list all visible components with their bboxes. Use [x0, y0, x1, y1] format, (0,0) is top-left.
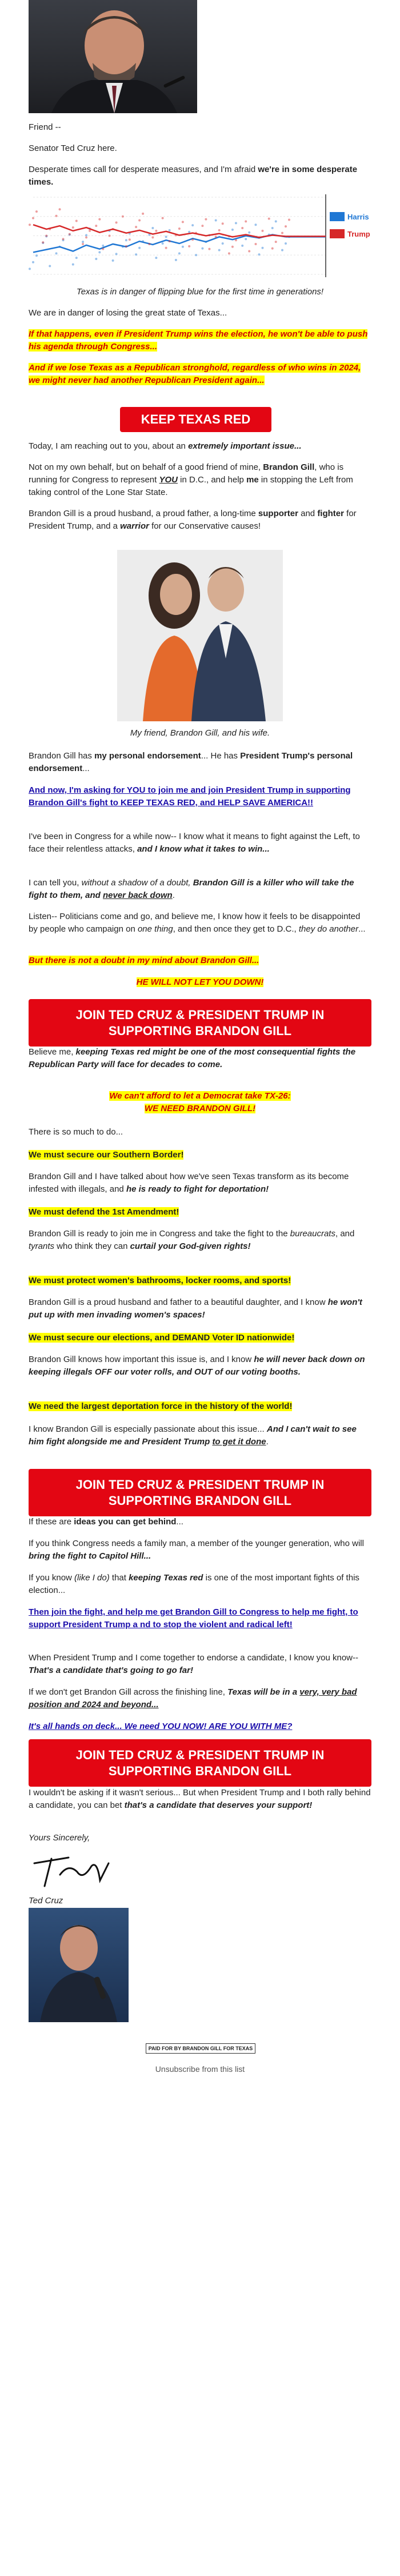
- chart-poll-point: [162, 217, 164, 219]
- chart-poll-point: [169, 240, 171, 242]
- desperate-text: Desperate times call for desperate measures, and I'm afraid we're in some desperate times.: [29, 165, 358, 187]
- chart-poll-point: [165, 235, 167, 238]
- chart-poll-point: [281, 232, 283, 234]
- chart-poll-point: [258, 253, 260, 255]
- chart-poll-point: [188, 231, 190, 233]
- chart-poll-point: [89, 230, 91, 232]
- chart-poll-point: [45, 235, 47, 237]
- polling-chart: [29, 189, 371, 283]
- chart-poll-point: [248, 250, 250, 253]
- highlight-no-doubt: But there is not a doubt in my mind about Brandon Gill...: [29, 956, 259, 965]
- chart-poll-point: [29, 267, 31, 270]
- border-text: Brandon Gill and I have talked about how we've seen Texas transform as its become infested with illegals, and he is ready to fight for deportation!: [29, 1172, 349, 1194]
- chart-poll-point: [55, 252, 58, 254]
- chart-poll-point: [231, 229, 234, 231]
- chart-poll-point: [182, 246, 184, 248]
- so-much-text: There is so much to do...: [29, 1127, 123, 1137]
- on-behalf-text: Not on my own behalf, but on behalf of a good friend of mine, Brandon Gill, who is running for Congress to represent YOU in D.C., and help me in stopping the Left from taking control of the Lone Star State.: [29, 462, 353, 497]
- chart-poll-point: [261, 230, 263, 232]
- believe-text: Believe me, keeping Texas red might be one of the most consequential fights the Republican Party will face for decades to come.: [29, 1047, 356, 1069]
- paid-for-disclaimer: PAID FOR BY BRANDON GILL FOR TEXAS: [146, 2043, 255, 2054]
- chart-poll-point: [208, 248, 210, 250]
- chart-poll-point: [215, 235, 217, 238]
- chart-poll-point: [95, 225, 97, 227]
- intro-text: Senator Ted Cruz here.: [29, 143, 117, 153]
- chart-poll-point: [72, 226, 74, 229]
- chart-poll-point: [69, 233, 71, 235]
- chart-poll-point: [102, 245, 104, 247]
- keeping-texas-red-text: If you know (like I do) that keeping Texas red is one of the most important fights of this election...: [29, 1573, 359, 1595]
- endorse-candidate-text: When President Trump and I come together to endorse a candidate, I know you know-- That's a candidate that's going to go far!: [29, 1653, 358, 1675]
- chart-poll-point: [162, 242, 164, 245]
- chart-poll-point: [241, 245, 243, 247]
- chart-poll-point: [191, 238, 194, 241]
- chart-poll-point: [125, 239, 127, 241]
- chart-poll-point: [169, 229, 171, 231]
- chart-poll-point: [151, 227, 154, 229]
- chart-poll-point: [142, 213, 144, 215]
- chart-poll-point: [155, 257, 157, 259]
- chart-poll-point: [49, 265, 51, 267]
- greeting: Friend --: [29, 122, 61, 132]
- chart-poll-point: [218, 229, 221, 231]
- family-man-text: If you think Congress needs a family man, a member of the younger generation, who will bring the fight to Capitol Hill...: [29, 1539, 364, 1561]
- chart-poll-point: [261, 247, 263, 249]
- chart-poll-point: [102, 248, 104, 250]
- chart-poll-point: [285, 225, 287, 227]
- chart-poll-point: [42, 241, 44, 243]
- chart-poll-point: [72, 263, 74, 266]
- proud-husband-text: Brandon Gill is a proud husband, a proud father, a long-time supporter and fighter for President Trump, and a warrior for our Conservative causes!: [29, 509, 357, 531]
- chart-poll-point: [248, 231, 250, 234]
- chart-poll-point: [112, 259, 114, 262]
- join-button-3[interactable]: JOIN TED CRUZ & PRESIDENT TRUMP IN SUPPORTING BRANDON GILL: [29, 1739, 371, 1787]
- chart-poll-point: [98, 251, 101, 253]
- chart-poll-point: [129, 238, 131, 241]
- chart-poll-point: [82, 241, 84, 243]
- endorsement-text: Brandon Gill has my personal endorsement... He has President Trump's personal endorsement...: [29, 751, 353, 773]
- chart-poll-point: [205, 218, 207, 221]
- legend-swatch-harris: [330, 212, 345, 221]
- chart-poll-point: [82, 243, 84, 245]
- chart-poll-point: [125, 245, 127, 247]
- chart-poll-point: [148, 243, 150, 245]
- chart-poll-point: [222, 222, 224, 225]
- chart-poll-point: [35, 254, 38, 257]
- chart-poll-point: [235, 222, 237, 224]
- chart-poll-point: [288, 219, 290, 221]
- chart-poll-point: [275, 241, 277, 243]
- chart-poll-point: [98, 218, 101, 221]
- chart-poll-point: [285, 242, 287, 245]
- chart-poll-point: [222, 242, 224, 245]
- amendment-text: Brandon Gill is ready to join me in Congress and take the fight to the bureaucrats, and tyrants who think they can curtail your God-given rights!: [29, 1229, 355, 1251]
- chart-poll-point: [135, 253, 137, 255]
- signer-name: Ted Cruz: [29, 1896, 63, 1906]
- chart-poll-point: [182, 221, 184, 223]
- chart-poll-point: [175, 259, 177, 261]
- chart-poll-point: [55, 215, 58, 217]
- chart-poll-point: [85, 234, 87, 237]
- sign-off: Yours Sincerely,: [29, 1833, 90, 1843]
- chart-poll-point: [109, 235, 111, 237]
- chart-poll-point: [151, 236, 154, 238]
- chart-poll-point: [178, 252, 181, 254]
- chart-poll-point: [85, 236, 87, 238]
- chart-poll-point: [75, 257, 78, 259]
- ted-cruz-speaking-photo: [29, 1908, 129, 2022]
- chart-caption: Texas is in danger of flipping blue for the first time in generations!: [76, 287, 324, 297]
- womens-spaces-text: Brandon Gill is a proud husband and father to a beautiful daughter, and I know he won't put up with men invading women's spaces!: [29, 1297, 362, 1320]
- chart-poll-point: [59, 208, 61, 210]
- chart-poll-point: [188, 245, 190, 247]
- chart-poll-point: [29, 223, 31, 226]
- voter-id-text: Brandon Gill knows how important this issue is, and I know he will never back down on keeping illegals OFF our voter rolls, and OUT of our voting booths.: [29, 1355, 365, 1377]
- join-button-1[interactable]: JOIN TED CRUZ & PRESIDENT TRUMP IN SUPPORTING BRANDON GILL: [29, 999, 371, 1047]
- chart-poll-point: [95, 258, 97, 260]
- politicians-text: Listen-- Politicians come and go, and believe me, I know how it feels to be disappointed by people who campaign on one thing, and then once they get to D.C., they do another...: [29, 912, 366, 934]
- passionate-text: I know Brandon Gill is especially passionate about this issue... And I can't wait to see him fight alongside me and President Trump to get it done.: [29, 1424, 357, 1447]
- chart-poll-point: [165, 247, 167, 249]
- chart-poll-point: [245, 220, 247, 222]
- join-button-2[interactable]: JOIN TED CRUZ & PRESIDENT TRUMP IN SUPPORTING BRANDON GILL: [29, 1469, 371, 1516]
- chart-poll-point: [231, 246, 234, 248]
- chart-poll-point: [135, 226, 137, 228]
- chart-poll-point: [122, 215, 124, 218]
- legend-swatch-trump: [330, 229, 345, 238]
- highlight-push-agenda: If that happens, even if President Trump wins the election, he won't be able to push his agenda through Congress...: [29, 329, 368, 352]
- keep-texas-red-button[interactable]: KEEP TEXAS RED: [120, 407, 271, 432]
- chart-poll-point: [201, 247, 203, 250]
- chart-poll-point: [75, 219, 78, 222]
- chart-series-line-harris: [33, 235, 286, 253]
- chart-poll-point: [271, 247, 274, 250]
- highlight-womens-spaces: We must protect women's bathrooms, locker rooms, and sports!: [29, 1276, 291, 1285]
- chart-poll-point: [254, 243, 257, 245]
- highlight-voter-id: We must secure our elections, and DEMAND Voter ID nationwide!: [29, 1333, 295, 1343]
- chart-poll-point: [281, 249, 283, 251]
- reaching-out-text: Today, I am reaching out to you, about an extremely important issue...: [29, 441, 302, 451]
- chart-poll-point: [241, 227, 243, 229]
- join-fight-link[interactable]: Then join the fight, and help me get Brandon Gill to Congress to help me fight, to support President Trump a nd to stop the violent and radical left!: [29, 1607, 358, 1630]
- highlight-tx26: We can't afford to let a Democrat take TX-26: WE NEED BRANDON GILL!: [109, 1091, 291, 1113]
- chart-poll-point: [275, 220, 277, 222]
- chart-poll-point: [32, 261, 34, 263]
- chart-poll-point: [245, 238, 247, 240]
- chart-poll-point: [254, 223, 257, 226]
- photo-caption: My friend, Brandon Gill, and his wife.: [130, 728, 270, 738]
- shadow-of-doubt-text: I can tell you, without a shadow of a doubt, Brandon Gill is a killer who will take the fight to them, and never back down.: [29, 878, 354, 900]
- chart-poll-point: [62, 238, 65, 240]
- highlight-not-let-down: HE WILL NOT LET YOU DOWN!: [136, 977, 264, 987]
- chart-poll-point: [218, 249, 221, 251]
- chart-poll-point: [35, 210, 38, 213]
- chart-poll-point: [195, 254, 197, 256]
- chart-poll-point: [268, 218, 270, 220]
- all-hands-link[interactable]: It's all hands on deck... We need YOU NOW! ARE YOU WITH ME?: [29, 1722, 293, 1731]
- highlight-stronghold: And if we lose Texas as a Republican stronghold, regardless of who wins in 2024, we might never had another Republican President again...: [29, 363, 361, 385]
- chart-poll-point: [201, 225, 203, 227]
- chart-poll-point: [271, 227, 274, 229]
- highlight-border: We must secure our Southern Border!: [29, 1150, 184, 1160]
- danger-text: We are in danger of losing the great state of Texas...: [29, 308, 227, 318]
- brandon-gill-and-wife-photo: [117, 550, 283, 721]
- unsubscribe-link[interactable]: Unsubscribe from this list: [155, 2064, 245, 2074]
- chart-poll-point: [228, 252, 230, 254]
- chart-poll-point: [215, 219, 217, 222]
- serious-text: I wouldn't be asking if it wasn't serious... But when President Trump and I both rally behind a candidate, you can bet that's a candidate that deserves your support!: [29, 1788, 371, 1810]
- signature: [29, 1846, 120, 1892]
- legend-label-harris: Harris: [347, 213, 369, 221]
- chart-poll-point: [235, 239, 237, 241]
- chart-poll-point: [32, 217, 34, 219]
- chart-poll-point: [191, 224, 194, 226]
- senator-portrait: [29, 0, 197, 113]
- finishing-line-text: If we don't get Brandon Gill across the finishing line, Texas will be in a very, very bad position and 2024 and beyond...: [29, 1687, 357, 1710]
- chart-poll-point: [138, 219, 141, 222]
- chart-poll-point: [155, 230, 157, 232]
- legend-label-trump: Trump: [347, 230, 370, 238]
- ideas-text: If these are ideas you can get behind...: [29, 1517, 183, 1527]
- chart-poll-point: [138, 247, 141, 249]
- support-link[interactable]: And now, I'm asking for YOU to join me and join President Trump in supporting Brandon Gill's fight to KEEP TEXAS RED, and HELP SAVE AMERICA!!: [29, 785, 351, 808]
- chart-poll-point: [115, 221, 118, 223]
- congress-text: I've been in Congress for a while now-- I know what it means to fight against the Left, to face their relentless attacks, and I know what it takes to win...: [29, 832, 360, 854]
- highlight-first-amendment: We must defend the 1st Amendment!: [29, 1207, 179, 1217]
- chart-poll-point: [115, 253, 118, 255]
- highlight-deportation: We need the largest deportation force in the history of the world!: [29, 1401, 293, 1411]
- chart-poll-point: [178, 227, 181, 230]
